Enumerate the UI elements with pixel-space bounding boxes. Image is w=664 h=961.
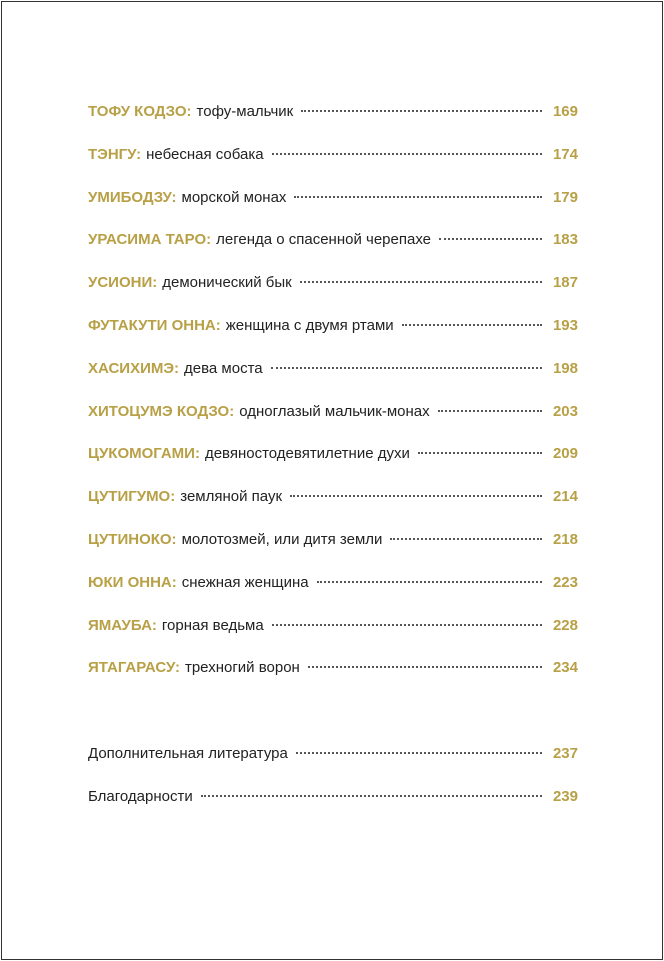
dot-leader xyxy=(317,581,542,583)
dot-leader xyxy=(296,752,542,754)
dot-leader xyxy=(438,410,542,412)
toc-entry-title: Благодарности xyxy=(88,788,193,805)
toc-entry-page: 223 xyxy=(552,573,578,591)
toc-entry-page: 228 xyxy=(552,616,578,634)
toc-entry-page: 187 xyxy=(552,274,578,292)
toc-entry-title: земляной паук xyxy=(180,488,283,506)
toc-entry-title: дева моста xyxy=(184,359,263,377)
dot-leader xyxy=(439,238,542,240)
toc-entry[interactable] xyxy=(88,658,578,701)
toc-entry-heading: ТОФУ КОДЗО: xyxy=(88,103,192,120)
dot-leader xyxy=(271,367,542,369)
toc-entry[interactable] xyxy=(88,359,578,402)
dot-leader xyxy=(308,666,542,668)
toc-entry-heading: ФУТАКУТИ ОННА: xyxy=(88,316,221,334)
toc-entry-page: 183 xyxy=(552,231,578,249)
toc-entry-page: 203 xyxy=(552,402,578,420)
toc-entry-heading: ЯМАУБА: xyxy=(88,616,157,634)
toc-entry-page: 239 xyxy=(552,788,578,805)
toc-entry-title: Дополнительная литература xyxy=(88,745,288,762)
toc-entry-heading: ХАСИХИМЭ: xyxy=(88,359,180,377)
toc-entry-heading: ХИТОЦУМЭ КОДЗО: xyxy=(88,402,235,420)
toc-entry-title: легенда о спасенной черепахе xyxy=(216,231,431,249)
toc-entry-page: 209 xyxy=(552,445,578,463)
dot-leader xyxy=(402,324,542,326)
dot-leader xyxy=(290,495,542,497)
toc-entry-further-reading[interactable] xyxy=(88,744,578,787)
toc-entry[interactable] xyxy=(88,530,578,573)
toc-entry[interactable] xyxy=(88,230,578,273)
toc-entry[interactable] xyxy=(88,616,578,659)
toc-entry-page: 193 xyxy=(552,316,578,334)
toc-entry-page: 237 xyxy=(552,745,578,762)
toc-entry-page: 169 xyxy=(552,103,578,120)
dot-leader xyxy=(418,452,542,454)
toc-entry-title: демонический бык xyxy=(162,274,292,292)
dot-leader xyxy=(300,281,542,283)
toc-entry-title: трехногий ворон xyxy=(184,659,300,677)
toc-entry-title: горная ведьма xyxy=(161,616,264,634)
toc-entry[interactable] xyxy=(88,316,578,359)
toc-entry-page: 174 xyxy=(552,145,578,163)
toc-entry-title: девяностодевятилетние духи xyxy=(204,445,410,463)
toc-entry-heading: ЦУТИГУМО: xyxy=(88,488,176,506)
toc-entry-heading: УРАСИМА ТАРО: xyxy=(88,231,212,249)
toc-entry-title: молотозмей, или дитя земли xyxy=(181,530,383,548)
toc-entry-title: женщина с двумя ртами xyxy=(225,316,394,334)
toc-entry[interactable] xyxy=(88,573,578,616)
dot-leader xyxy=(201,795,542,797)
dot-leader xyxy=(390,538,542,540)
toc-entry-heading: ЮКИ ОННА: xyxy=(88,573,177,591)
toc-entry-title: морской монах xyxy=(181,188,287,206)
document-page xyxy=(1,1,663,960)
toc-entry-heading: ЦУТИНОКО: xyxy=(88,530,177,548)
toc-entry-heading: ТЭНГУ: xyxy=(88,145,142,163)
toc-entry-title: одноглазый мальчик-монах xyxy=(239,402,430,420)
toc-entry[interactable] xyxy=(88,444,578,487)
toc-entry-page: 214 xyxy=(552,488,578,506)
toc-entry-heading: ЦУКОМОГАМИ: xyxy=(88,445,200,463)
toc-entry-heading: УСИОНИ: xyxy=(88,274,158,292)
toc-entry-acknowledgements[interactable] xyxy=(88,787,578,830)
toc-entry-title: снежная женщина xyxy=(181,573,309,591)
table-of-contents xyxy=(88,102,578,701)
toc-back-matter xyxy=(88,744,578,830)
toc-entry[interactable] xyxy=(88,402,578,445)
toc-entry[interactable] xyxy=(88,145,578,188)
toc-entry[interactable] xyxy=(88,487,578,530)
toc-entry[interactable] xyxy=(88,102,578,145)
dot-leader xyxy=(272,624,542,626)
toc-entry-page: 198 xyxy=(552,359,578,377)
toc-entry[interactable] xyxy=(88,188,578,231)
dot-leader xyxy=(301,110,542,112)
dot-leader xyxy=(294,196,542,198)
dot-leader xyxy=(272,153,542,155)
toc-entry-page: 218 xyxy=(552,530,578,548)
toc-entry-heading: УМИБОДЗУ: xyxy=(88,188,177,206)
toc-entry[interactable] xyxy=(88,273,578,316)
toc-entry-title: тофу-мальчик xyxy=(196,103,294,120)
toc-entry-heading: ЯТАГАРАСУ: xyxy=(88,659,180,677)
toc-entry-page: 234 xyxy=(552,659,578,677)
toc-entry-title: небесная собака xyxy=(146,145,264,163)
toc-entry-page: 179 xyxy=(552,188,578,206)
